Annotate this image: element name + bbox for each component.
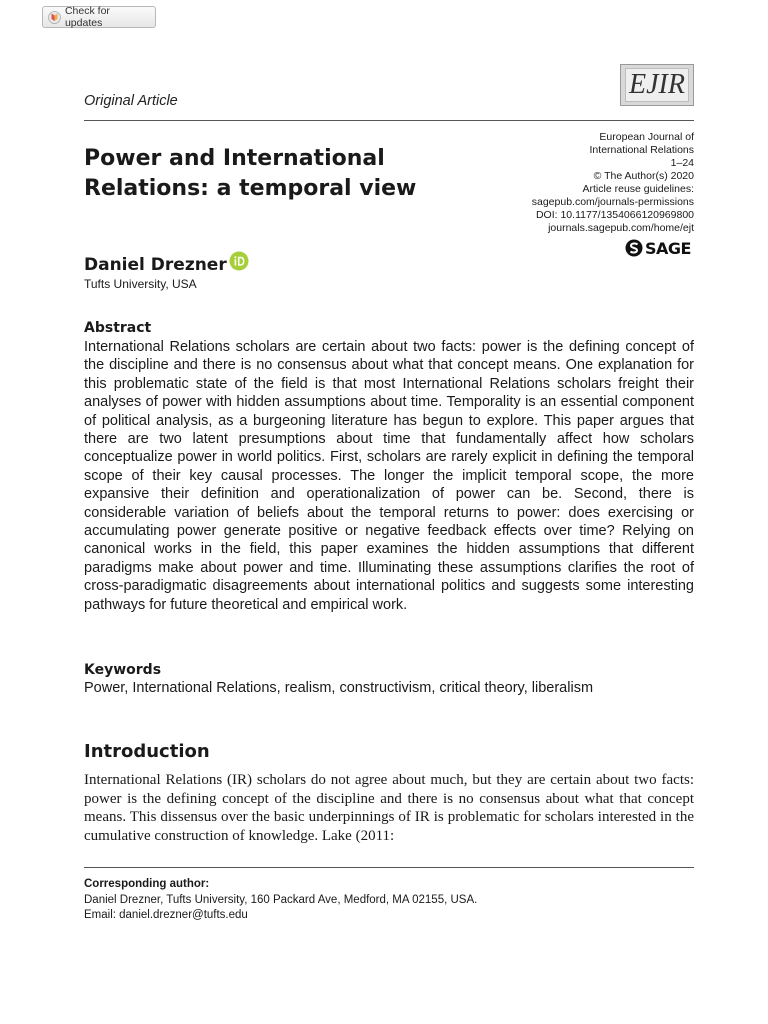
journal-metadata	[434, 131, 694, 235]
keywords-heading: Keywords	[84, 662, 162, 678]
abstract-text: International Relations scholars are certain about two facts: power is the defining concept of the discipline and there is no consensus about what that concept means. One explanation for this problematic state of the field is that most International Relations scholars freight their analyses of power with hidden assumptions about time. Temporality is an essential component of political analysis, as a burgeoning literature has begun to explore. This paper argues that there are two latent presumptions about time that fundamentally affect how scholars conceptualize power in world politics. First, scholars are rarely explicit in defining the temporal scope of their key causal processes. The longer the implicit temporal scope, the more expansive their definition and operationalization of power can be. Second, there is considerable variation of beliefs about the temporal returns to power: does exercising or accumulating power generate positive or negative feedback effects over time? Relying on canonical works in the field, this paper examines the hidden assumptions that different paradigms make about power and time. Illuminating these assumptions clarifies the root of cross-paradigmatic disagreements about international politics and suggests some interesting pathways for future theoretical and empirical work.	[84, 339, 694, 613]
meta-journal-link[interactable]: journals.sagepub.com/home/ejt	[548, 222, 694, 234]
article-title: Power and International Relations: a temporal view	[84, 146, 417, 201]
corresponding-author-address: Daniel Drezner, Tufts University, 160 Packard Ave, Medford, MA 02155, USA.	[84, 894, 478, 906]
meta-doi[interactable]: DOI: 10.1177/1354066120969800	[535, 209, 694, 221]
author-block	[84, 255, 249, 275]
meta-permissions-link[interactable]: sagepub.com/journals-permissions	[531, 196, 694, 208]
corresponding-author-email[interactable]: Email: daniel.drezner@tufts.edu	[84, 909, 248, 921]
journal-logo-text: EJIR	[625, 68, 689, 102]
orcid-icon[interactable]	[229, 251, 249, 271]
publisher-logo	[625, 238, 691, 258]
meta-journal-line-1: European Journal of	[599, 131, 694, 143]
header-divider	[84, 120, 694, 121]
introduction-heading: Introduction	[84, 741, 210, 762]
keywords-text: Power, International Relations, realism, constructivism, critical theory, liberalism	[84, 680, 594, 696]
article-type: Original Article	[84, 93, 178, 109]
meta-journal-line-2: International Relations	[589, 144, 694, 156]
journal-logo	[620, 64, 694, 106]
abstract-heading: Abstract	[84, 320, 152, 336]
check-for-updates-label: Check for updates	[64, 5, 110, 29]
footnote-divider	[84, 867, 694, 868]
introduction-text: International Relations (IR) scholars do not agree about much, but they are certain about two facts: power is the defining concept of the discipline and there is no consensus about what that concept means. This dissensus over the basic underpinnings of IR is problematic for scholars interested in the cumulative construction of knowledge. Lake (2011:	[84, 772, 694, 844]
meta-reuse-guidelines: Article reuse guidelines:	[582, 183, 694, 195]
sage-logo-text: SAGE	[645, 238, 691, 258]
meta-copyright: © The Author(s) 2020	[593, 170, 694, 182]
author-affiliation: Tufts University, USA	[84, 277, 197, 291]
crossmark-icon	[48, 11, 61, 24]
meta-pages: 1–24	[670, 157, 694, 169]
author-name: Daniel Drezner	[84, 255, 227, 275]
check-for-updates-button[interactable]	[42, 6, 156, 28]
sage-swirl-icon	[625, 239, 643, 257]
corresponding-author-heading: Corresponding author:	[84, 878, 210, 890]
